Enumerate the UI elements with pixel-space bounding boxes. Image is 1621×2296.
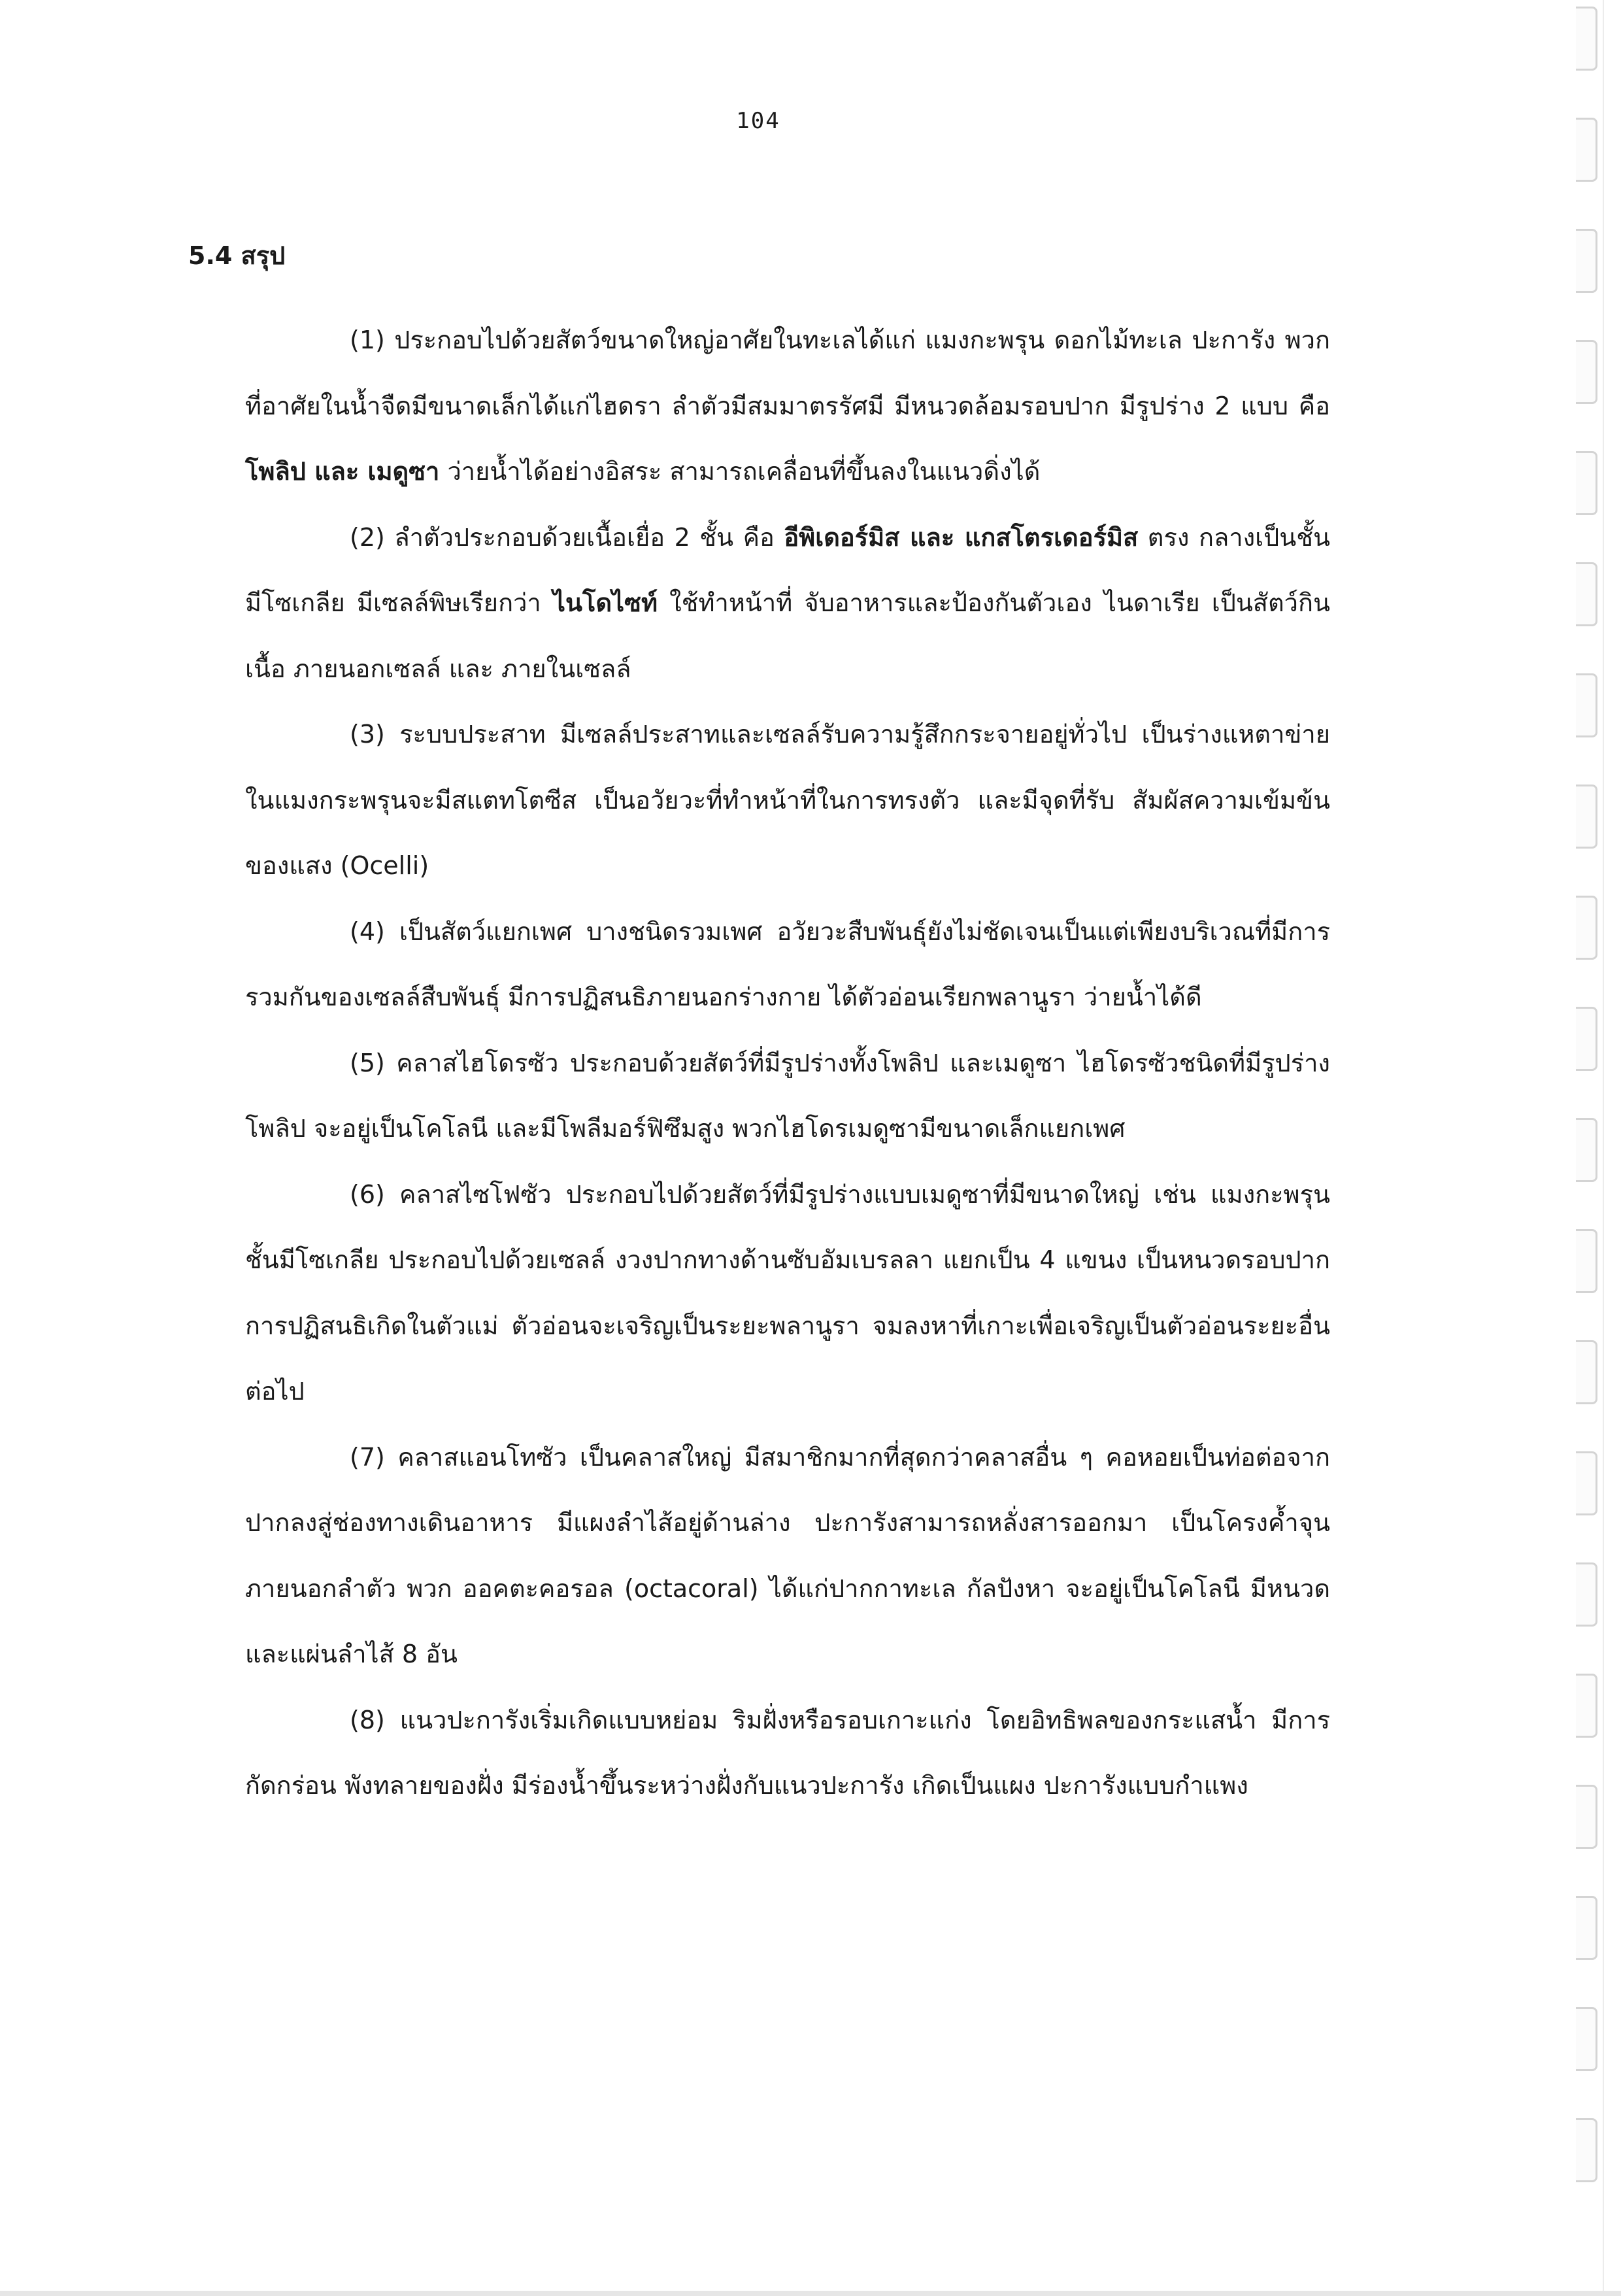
- binder-hole: [1576, 2118, 1597, 2182]
- bold-term: อีพิเดอร์มิส และ แกสโตรเดอร์มิส: [784, 522, 1139, 552]
- binder-hole: [1576, 1451, 1597, 1515]
- paragraph-number: (7): [350, 1442, 385, 1472]
- paragraph-text: คลาสไซโฟซัว ประกอบไปด้วยสัตว์ที่มีรูปร่างแบบเมดูซาที่มีขนาดใหญ่ เช่น แมงกะพรุน ชั้นมีโซเกลีย ประกอบไปด้วยเซลล์ งวงปากทางด้านซับอัมเบรลลา แยกเป็น 4 แขนง เป็นหนวดรอบปาก การปฏิสนธิเกิดในตัวแม่ ตัวอ่อนจะเจริญเป็นระยะพลานูรา จมลงหาที่เกาะเพื่อเจริญเป็นตัวอ่อนระยะอื่นต่อไป: [245, 1179, 1330, 1406]
- binder-hole: [1576, 118, 1597, 182]
- paragraph: [245, 505, 1330, 702]
- paragraph-text: คลาสไฮโดรซัว ประกอบด้วยสัตว์ที่มีรูปร่างทั้งโพลิป และเมดูซา ไฮโดรซัวชนิดที่มีรูปร่างโพลิป จะอยู่เป็นโคโลนี และมีโพลีมอร์ฟิซึมสูง พวกไฮโดรเมดูซามีขนาดเล็กแยกเพศ: [245, 1048, 1330, 1143]
- paragraph-number: (2): [350, 522, 385, 552]
- paragraph-text: แนวปะการังเริ่มเกิดแบบหย่อม ริมฝั่งหรือรอบเกาะแก่ง โดยอิทธิพลของกระแสน้ำ มีการกัดกร่อน พังทลายของฝั่ง มีร่องน้ำขึ้นระหว่างฝั่งกับแนวปะการัง เกิดเป็นแผง ปะการังแบบกำแพง: [245, 1705, 1330, 1800]
- bold-term: ไนโดไซท์: [552, 588, 658, 617]
- binder-hole: [1576, 1896, 1597, 1960]
- paragraph: [245, 1030, 1330, 1162]
- paragraph: [245, 307, 1330, 505]
- paragraph-text: ใช้ทำหน้าที่ จับอาหารและป้องกันตัวเอง ไนดาเรีย เป็นสัตว์กินเนื้อ ภายนอกเซลล์ และ ภายในเซลล์: [245, 588, 1330, 683]
- paragraph-number: (4): [350, 917, 385, 946]
- scan-bottom-strip: [0, 2291, 1621, 2296]
- binder-hole: [1576, 1118, 1597, 1182]
- paragraph: [245, 899, 1330, 1030]
- paragraph-number: (6): [350, 1179, 385, 1209]
- binder-hole: [1576, 562, 1597, 626]
- body-text: [245, 307, 1330, 1819]
- paragraph-text: ประกอบไปด้วยสัตว์ขนาดใหญ่อาศัยในทะเลได้แก่ แมงกะพรุน ดอกไม้ทะเล ปะการัง พวกที่อาศัยในน้ำจืดมีขนาดเล็กได้แก่ไฮดรา ลำตัวมีสมมาตรรัศมี มีหนวดล้อมรอบปาก มีรูปร่าง 2 แบบ คือ: [245, 326, 1330, 420]
- binder-hole: [1576, 1007, 1597, 1071]
- section-heading: 5.4 สรุป: [188, 241, 286, 270]
- binder-hole: [1576, 1229, 1597, 1293]
- paragraph: [245, 1687, 1330, 1819]
- paragraph: [245, 701, 1330, 899]
- binder-edge: [1562, 0, 1621, 2296]
- binder-hole: [1576, 2007, 1597, 2071]
- page-edge-line: [1603, 0, 1604, 2296]
- paragraph-number: (8): [350, 1705, 385, 1734]
- paragraph: [245, 1425, 1330, 1687]
- binder-hole: [1576, 229, 1597, 293]
- binder-hole: [1576, 1562, 1597, 1627]
- binder-hole: [1576, 1340, 1597, 1404]
- binder-hole: [1576, 340, 1597, 404]
- paragraph: [245, 1162, 1330, 1425]
- binder-hole: [1576, 785, 1597, 849]
- paragraph-text: เป็นสัตว์แยกเพศ บางชนิดรวมเพศ อวัยวะสืบพันธุ์ยังไม่ชัดเจนเป็นแต่เพียงบริเวณที่มีการรวมกันของเซลล์สืบพันธุ์ มีการปฏิสนธิภายนอกร่างกาย ได้ตัวอ่อนเรียกพลานูรา ว่ายน้ำได้ดี: [245, 917, 1330, 1011]
- paragraph-text: ลำตัวประกอบด้วยเนื้อเยื่อ 2 ชั้น คือ: [384, 522, 784, 552]
- binder-hole: [1576, 451, 1597, 515]
- paragraph-number: (5): [350, 1048, 385, 1077]
- bold-term: โพลิป และ เมดูซา: [245, 457, 440, 486]
- paragraph-text: ตรง กลางเป็นชั้นมีโซเกลีย มีเซลล์พิษเรียกว่า: [245, 522, 1331, 617]
- binder-hole: [1576, 1785, 1597, 1849]
- binder-hole: [1576, 7, 1597, 71]
- paragraph-text: คลาสแอนโทซัว เป็นคลาสใหญ่ มีสมาชิกมากที่สุดกว่าคลาสอื่น ๆ คอหอยเป็นท่อต่อจากปากลงสู่ช่องทางเดินอาหาร มีแผงลำไส้อยู่ด้านล่าง ปะการังสามารถหลั่งสารออกมา เป็นโครงค้ำจุนภายนอกลำตัว พวก ออคตะคอรอล (octacoral) ได้แก่ปากกาทะเล กัลปังหา จะอยู่เป็นโคโลนี มีหนวด และแผ่นลำไส้ 8 อัน: [245, 1442, 1330, 1668]
- paragraph-number: (3): [350, 720, 385, 749]
- page-number: 104: [736, 108, 780, 134]
- paragraph-text: ว่ายน้ำได้อย่างอิสระ สามารถเคลื่อนที่ขึ้นลงในแนวดิ่งได้: [439, 457, 1041, 486]
- paragraph-text: ระบบประสาท มีเซลล์ประสาทและเซลล์รับความรู้สึกกระจายอยู่ทั่วไป เป็นร่างแหตาข่าย ในแมงกระพรุนจะมีสแตทโตซีส เป็นอวัยวะที่ทำหน้าที่ในการทรงตัว และมีจุดที่รับ สัมผัสความเข้มข้นของแสง (Ocelli): [245, 720, 1330, 880]
- paragraph-number: (1): [350, 326, 385, 354]
- binder-hole: [1576, 673, 1597, 737]
- binder-hole: [1576, 896, 1597, 960]
- binder-hole: [1576, 1674, 1597, 1738]
